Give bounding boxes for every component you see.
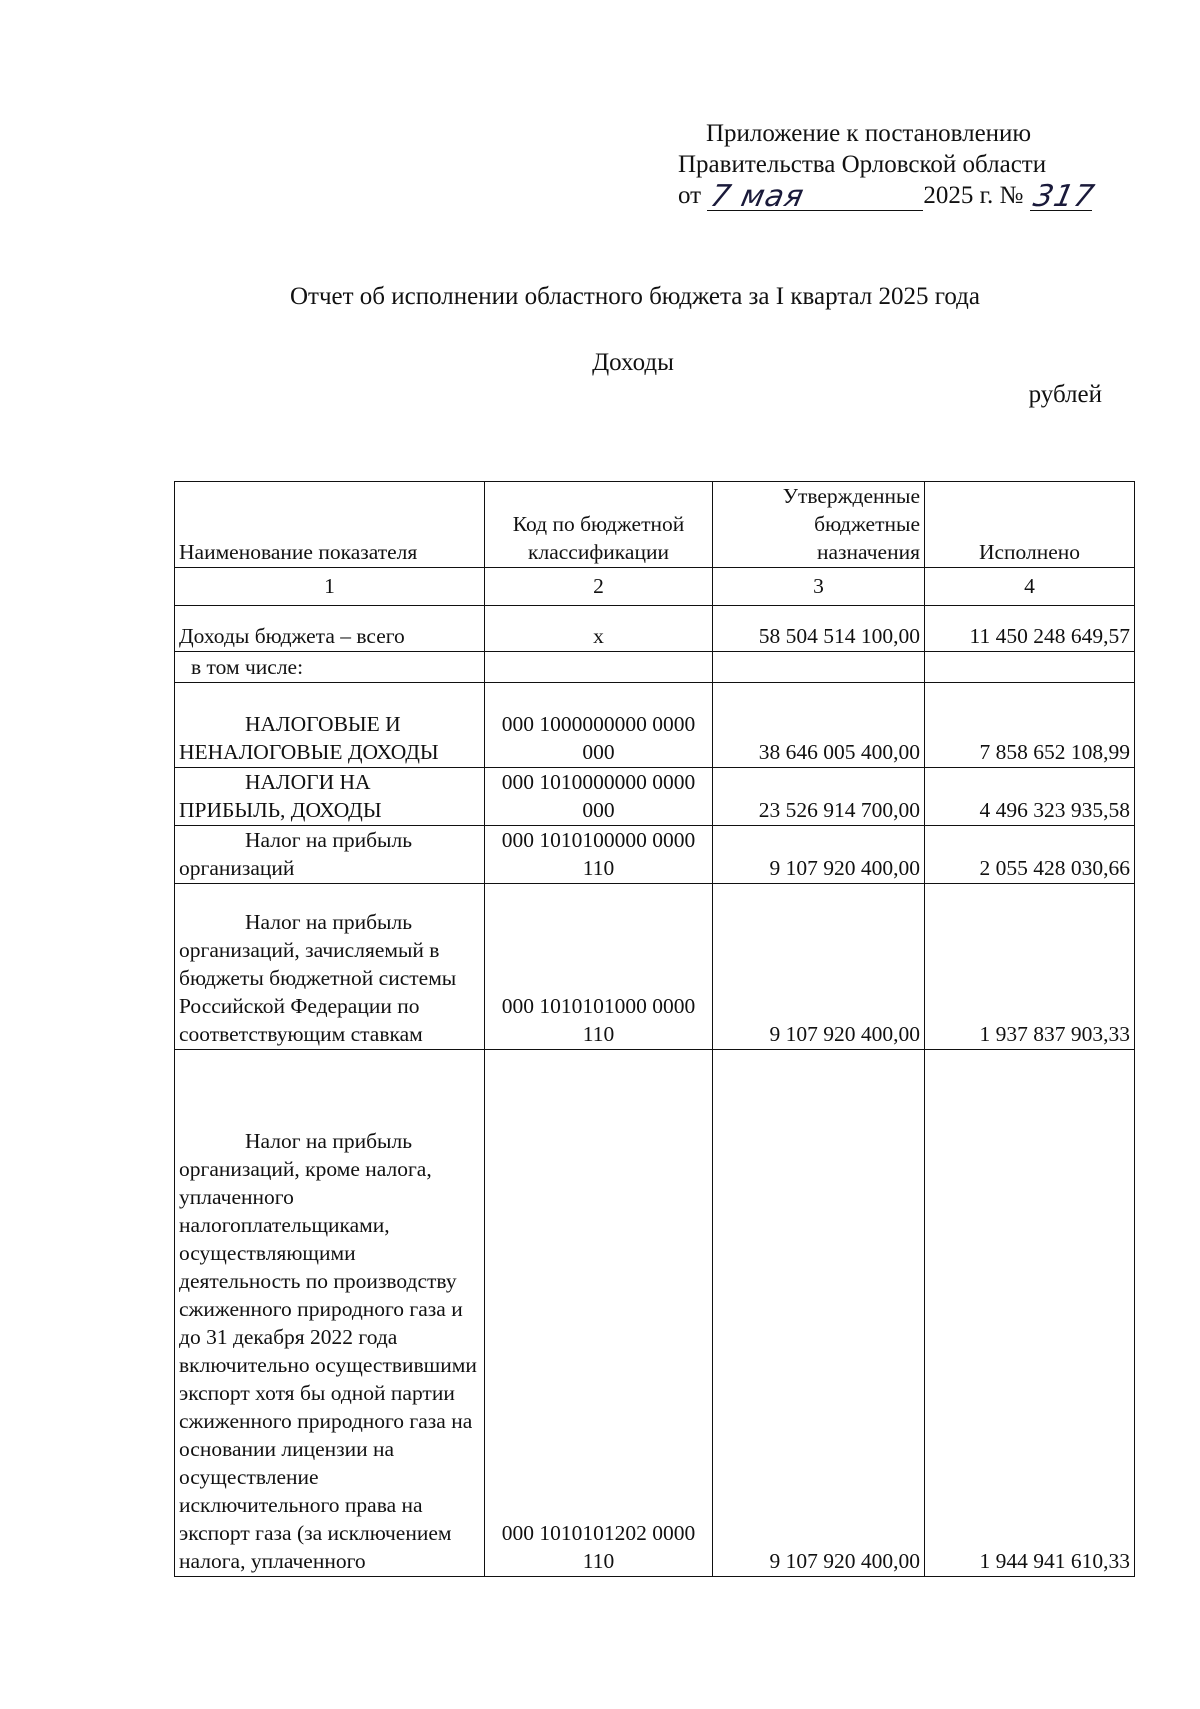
- row-code: 000 1000000000 0000 000: [485, 683, 713, 768]
- handwritten-date: 7 мая: [707, 179, 808, 214]
- column-number: 1: [175, 568, 485, 606]
- row-executed: 7 858 652 108,99: [925, 683, 1135, 768]
- date-field: [707, 179, 923, 214]
- row-name: Налог на прибыль организаций, кроме налога, уплаченного налогоплательщиками, осуществляющими деятельность по производству сжиженного природного газа и до 31 декабря 2022 года включительно осуществившими экспорт хотя бы одной партии сжиженного природного газа на основании лицензии на осуществление исключительного права на экспорт газа (за исключением налога, уплаченного: [179, 1129, 477, 1573]
- appendix-line-2: Правительства Орловской области: [678, 151, 1047, 178]
- column-number: 4: [925, 568, 1135, 606]
- appendix-header: [678, 118, 1098, 214]
- row-code: 000 1010000000 0000 000: [485, 768, 713, 826]
- row-executed: [925, 652, 1135, 683]
- row-name: Налог на прибыль организаций, зачисляемый в бюджеты бюджетной системы Российской Федерации по соответствующим ставкам: [179, 910, 457, 1046]
- table-row: [175, 683, 1135, 768]
- column-header: Исполнено: [925, 482, 1135, 568]
- row-name: НАЛОГОВЫЕ И НЕНАЛОГОВЫЕ ДОХОДЫ: [179, 712, 439, 764]
- table-row: [175, 652, 1135, 683]
- date-prefix: от: [678, 182, 702, 209]
- appendix-line-1: Приложение к постановлению: [706, 120, 1032, 147]
- table-row: [175, 606, 1135, 652]
- row-approved: 58 504 514 100,00: [713, 606, 925, 652]
- report-title: Отчет об исполнении областного бюджета за I квартал 2025 года: [289, 283, 980, 310]
- row-executed: 2 055 428 030,66: [925, 826, 1135, 884]
- row-name: Доходы бюджета – всего: [175, 606, 485, 652]
- row-executed: 1 937 837 903,33: [925, 884, 1135, 1050]
- row-code: 000 1010101000 0000 110: [485, 884, 713, 1050]
- column-number: 2: [485, 568, 713, 606]
- row-code: 000 1010100000 0000 110: [485, 826, 713, 884]
- row-name: в том числе:: [191, 655, 304, 679]
- table-row: [175, 1050, 1135, 1577]
- row-executed: 11 450 248 649,57: [925, 606, 1135, 652]
- section-title: Доходы: [592, 349, 674, 376]
- table-header-row: [175, 482, 1135, 568]
- year-number-label: 2025 г. №: [923, 182, 1024, 209]
- row-executed: 4 496 323 935,58: [925, 768, 1135, 826]
- row-code: x: [485, 606, 713, 652]
- income-table: [174, 481, 1135, 1577]
- row-executed: 1 944 941 610,33: [925, 1050, 1135, 1577]
- appendix-date-line: [678, 179, 1098, 214]
- row-code: 000 1010101202 0000 110: [485, 1050, 713, 1577]
- row-approved: 23 526 914 700,00: [713, 768, 925, 826]
- units-label: рублей: [1028, 381, 1102, 408]
- column-header: Код по бюджетной классификации: [485, 482, 713, 568]
- row-approved: 9 107 920 400,00: [713, 884, 925, 1050]
- row-approved: 9 107 920 400,00: [713, 826, 925, 884]
- handwritten-number: 317: [1029, 179, 1098, 214]
- row-code: [485, 652, 713, 683]
- number-field: [1029, 179, 1098, 214]
- table-row: [175, 826, 1135, 884]
- column-number: 3: [713, 568, 925, 606]
- row-approved: [713, 652, 925, 683]
- row-name: НАЛОГИ НА ПРИБЫЛЬ, ДОХОДЫ: [179, 770, 382, 822]
- row-approved: 38 646 005 400,00: [713, 683, 925, 768]
- row-approved: 9 107 920 400,00: [713, 1050, 925, 1577]
- table-row: [175, 884, 1135, 1050]
- column-header: Наименование показателя: [175, 482, 485, 568]
- column-header: Утвержденные бюджетные назначения: [713, 482, 925, 568]
- column-number-row: [175, 568, 1135, 606]
- table-row: [175, 768, 1135, 826]
- row-name: Налог на прибыль организаций: [179, 828, 413, 880]
